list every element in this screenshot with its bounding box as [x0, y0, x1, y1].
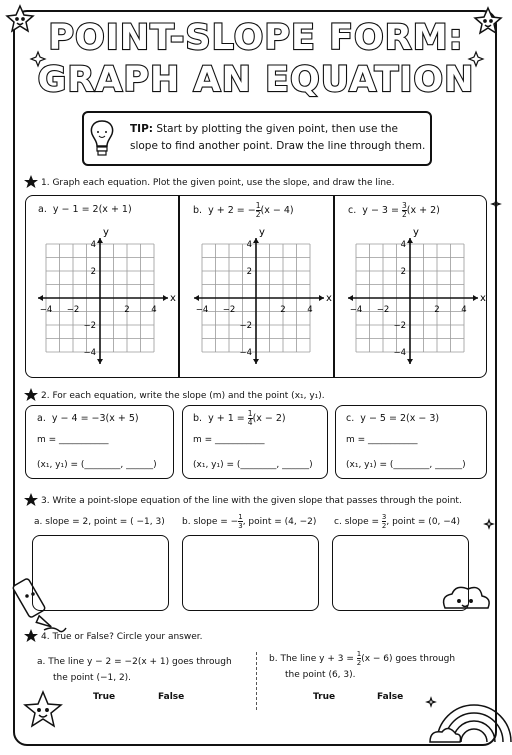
item-4b-true-option[interactable]: True — [313, 692, 336, 702]
y-axis-label: y — [413, 227, 419, 238]
x-axis-label: x — [480, 293, 486, 304]
x-tick-label: −4 — [39, 305, 53, 315]
x-axis-label: x — [326, 293, 332, 304]
y-tick-label: −2 — [83, 321, 96, 331]
tip-label: TIP: — [130, 123, 153, 135]
tip-text — [130, 121, 428, 155]
rainbow-icon — [430, 705, 511, 742]
y-tick-label: 2 — [246, 267, 252, 277]
y-tick-label: −4 — [83, 348, 96, 358]
point-input-c[interactable]: (x₁, y₁) = (________, ______) — [346, 460, 466, 470]
slope-input-a[interactable]: m = ___________ — [37, 435, 109, 445]
item-4a-false-option[interactable]: False — [158, 692, 185, 702]
divider — [178, 196, 180, 377]
x-tick-label: −4 — [195, 305, 209, 315]
y-tick-label: −2 — [393, 321, 406, 331]
point-input-b[interactable]: (x₁, y₁) = (________, ______) — [193, 460, 313, 470]
point-input-a[interactable]: (x₁, y₁) = (________, ______) — [37, 460, 157, 470]
graph-c-equation: c. y − 3 = $\frac{3}{2}$ (x + 2) — [348, 201, 440, 219]
x-tick-label: 2 — [280, 305, 286, 315]
tip-body: Start by plotting the given point, then use the slope to find another point. Draw the line through them. — [130, 123, 426, 152]
item-4b-statement: b. The line y + 3 = $\frac{1}{2}$ (x − 6) goes through the point (6, 3). — [269, 650, 456, 680]
star-bullet-icon — [24, 629, 38, 642]
y-tick-label: −2 — [239, 321, 252, 331]
section-1-instruction: 1. Graph each equation. Plot the given point, use the slope, and draw the line. — [41, 178, 395, 188]
coordinate-grid-c[interactable] — [344, 224, 486, 369]
graph-b-equation: b. y + 2 = − $\frac{1}{2}$ (x − 4) — [193, 201, 294, 219]
coordinate-grid-a[interactable] — [34, 224, 176, 369]
item-4a-true-option[interactable]: True — [93, 692, 116, 702]
item-3c-prompt: c. slope = $\frac{3}{2}$ , point = (0, −4) — [334, 513, 461, 530]
page-title-line-2: GRAPH AN EQUATION — [37, 60, 475, 100]
graph-a-equation: a. y − 1 = 2(x + 1) — [38, 204, 132, 215]
slope-input-b[interactable]: m = ___________ — [193, 435, 265, 445]
y-tick-label: 4 — [90, 240, 96, 250]
divider — [333, 196, 335, 377]
y-tick-label: 4 — [246, 240, 252, 250]
y-tick-label: 4 — [400, 240, 406, 250]
y-axis-label: y — [259, 227, 265, 238]
star-bullet-icon — [24, 388, 38, 401]
item-3b-prompt: b. slope = − $\frac{1}{3}$ , point = (4, −2) — [182, 513, 317, 530]
coordinate-grid-b[interactable] — [190, 224, 332, 369]
star-icon — [25, 692, 61, 726]
lightbulb-icon — [86, 117, 118, 161]
x-tick-label: 4 — [151, 305, 157, 315]
x-tick-label: 2 — [124, 305, 130, 315]
item-4a-statement: a. The line y − 2 = −2(x + 1) goes through the point (−1, 2). — [37, 657, 232, 683]
y-tick-label: 2 — [90, 267, 96, 277]
y-tick-label: −4 — [239, 348, 252, 358]
x-tick-label: −4 — [349, 305, 363, 315]
section-4-instruction: 4. True or False? Circle your answer. — [41, 632, 203, 642]
answer-box-3b[interactable] — [182, 535, 319, 611]
x-tick-label: −2 — [376, 305, 390, 315]
y-tick-label: 2 — [400, 267, 406, 277]
page-title-line-1: POINT-SLOPE FORM: — [48, 18, 464, 58]
y-tick-label: −4 — [393, 348, 406, 358]
card-b-equation: b. y + 1 = $\frac{1}{4}$ (x − 2) — [193, 409, 286, 427]
x-tick-label: −2 — [66, 305, 80, 315]
answer-box-3c[interactable] — [332, 535, 469, 611]
x-tick-label: −2 — [222, 305, 236, 315]
item-3a-prompt: a. slope = 2, point = ( −1, 3) — [34, 517, 165, 527]
answer-box-3a[interactable] — [32, 535, 169, 611]
section-3-instruction: 3. Write a point-slope equation of the line with the given slope that passes through the point. — [41, 496, 462, 506]
item-4b-false-option[interactable]: False — [377, 692, 404, 702]
section-2-instruction: 2. For each equation, write the slope (m) and the point (x₁, y₁). — [41, 391, 325, 401]
slope-input-c[interactable]: m = ___________ — [346, 435, 418, 445]
star-bullet-icon — [24, 493, 38, 506]
x-tick-label: 2 — [434, 305, 440, 315]
x-tick-label: 4 — [307, 305, 313, 315]
card-a-equation: a. y − 4 = −3(x + 5) — [37, 413, 139, 424]
x-tick-label: 4 — [461, 305, 467, 315]
y-axis-label: y — [103, 227, 109, 238]
x-axis-label: x — [170, 293, 176, 304]
card-c-equation: c. y − 5 = 2(x − 3) — [346, 413, 440, 424]
divider — [256, 652, 257, 710]
star-bullet-icon — [24, 175, 38, 188]
